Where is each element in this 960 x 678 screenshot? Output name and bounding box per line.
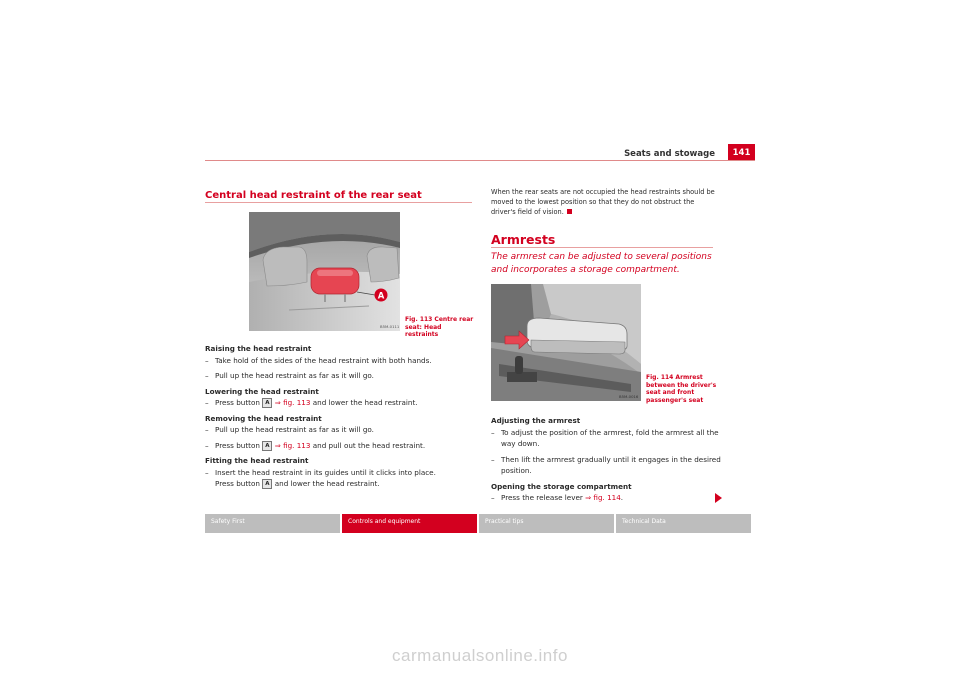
button-a-badge: A bbox=[262, 479, 272, 489]
header-divider bbox=[205, 160, 755, 161]
button-a-badge: A bbox=[262, 398, 272, 408]
page-number: 141 bbox=[728, 144, 755, 161]
watermark: carmanualsonline.info bbox=[392, 646, 568, 665]
left-column-text bbox=[205, 343, 475, 490]
section-title-head-restraint: Central head restraint of the rear seat bbox=[205, 190, 422, 201]
tab-technical-data[interactable]: Technical Data bbox=[616, 514, 751, 533]
title-underline bbox=[491, 247, 713, 248]
removing-step-2: – Press button A ⇒ fig. 113 and pull out the head restraint. bbox=[205, 440, 475, 452]
head-restraint-illustration bbox=[249, 212, 400, 331]
end-of-section-icon bbox=[567, 209, 572, 214]
raising-step-1: – Take hold of the sides of the head restraint with both hands. bbox=[205, 355, 475, 367]
lowering-step: – Press button A ⇒ fig. 113 and lower the head restraint. bbox=[205, 397, 475, 409]
figure-armrest bbox=[491, 284, 641, 401]
section-title-armrests: Armrests bbox=[491, 232, 556, 247]
figure-code: B5M-0111 bbox=[380, 324, 400, 329]
tab-controls-equipment[interactable]: Controls and equipment bbox=[342, 514, 477, 533]
heading-adjusting: Adjusting the armrest bbox=[491, 416, 581, 425]
figure-113-caption: Fig. 113 Centre rear seat: Head restraints bbox=[405, 316, 474, 338]
fig-ref-link[interactable]: ⇒ fig. 114 bbox=[585, 493, 621, 502]
figure-114-caption: Fig. 114 Armrest between the driver's seat and front passenger's seat bbox=[646, 374, 717, 404]
fig-ref-link[interactable]: ⇒ fig. 113 bbox=[274, 398, 311, 407]
armrests-intro: The armrest can be adjusted to several positions and incorporates a storage compartment. bbox=[491, 252, 712, 275]
heading-opening: Opening the storage compartment bbox=[491, 481, 632, 491]
heading-lowering: Lowering the head restraint bbox=[205, 386, 319, 396]
raising-step-2: – Pull up the head restraint as far as it will go. bbox=[205, 370, 475, 382]
title-underline bbox=[205, 202, 472, 203]
fig-ref-link[interactable]: ⇒ fig. 113 bbox=[274, 440, 311, 450]
opening-step: – Press the release lever ⇒ fig. 114. bbox=[491, 492, 721, 504]
rear-seat-note: When the rear seats are not occupied the head restraints should be moved to the lowest position so that they do not obstruct the driver's field of vision. bbox=[491, 188, 715, 216]
footer-nav bbox=[205, 514, 751, 533]
adjusting-step-1: – To adjust the position of the armrest, fold the armrest all the way down. bbox=[491, 427, 721, 450]
running-header: Seats and stowage bbox=[624, 149, 715, 159]
figure-head-restraint bbox=[249, 212, 400, 331]
continue-arrow-icon bbox=[715, 493, 722, 503]
adjusting-step-2: – Then lift the armrest gradually until it engages in the desired position. bbox=[491, 454, 721, 477]
removing-step-1: – Pull up the head restraint as far as it will go. bbox=[205, 424, 475, 436]
figure-code: B5M-0016 bbox=[619, 394, 639, 399]
heading-fitting: Fitting the head restraint bbox=[205, 456, 309, 465]
button-a-badge: A bbox=[262, 441, 272, 451]
armrest-illustration bbox=[491, 284, 641, 401]
tab-safety-first[interactable]: Safety First bbox=[205, 514, 340, 533]
heading-removing: Removing the head restraint bbox=[205, 413, 322, 423]
fitting-step: – Insert the head restraint in its guides until it clicks into place. Press button A and lower the head restraint. bbox=[205, 467, 475, 490]
heading-raising: Raising the head restraint bbox=[205, 344, 312, 353]
tab-practical-tips[interactable]: Practical tips bbox=[479, 514, 614, 533]
right-column-text bbox=[491, 415, 721, 504]
label-a: A bbox=[377, 291, 385, 302]
